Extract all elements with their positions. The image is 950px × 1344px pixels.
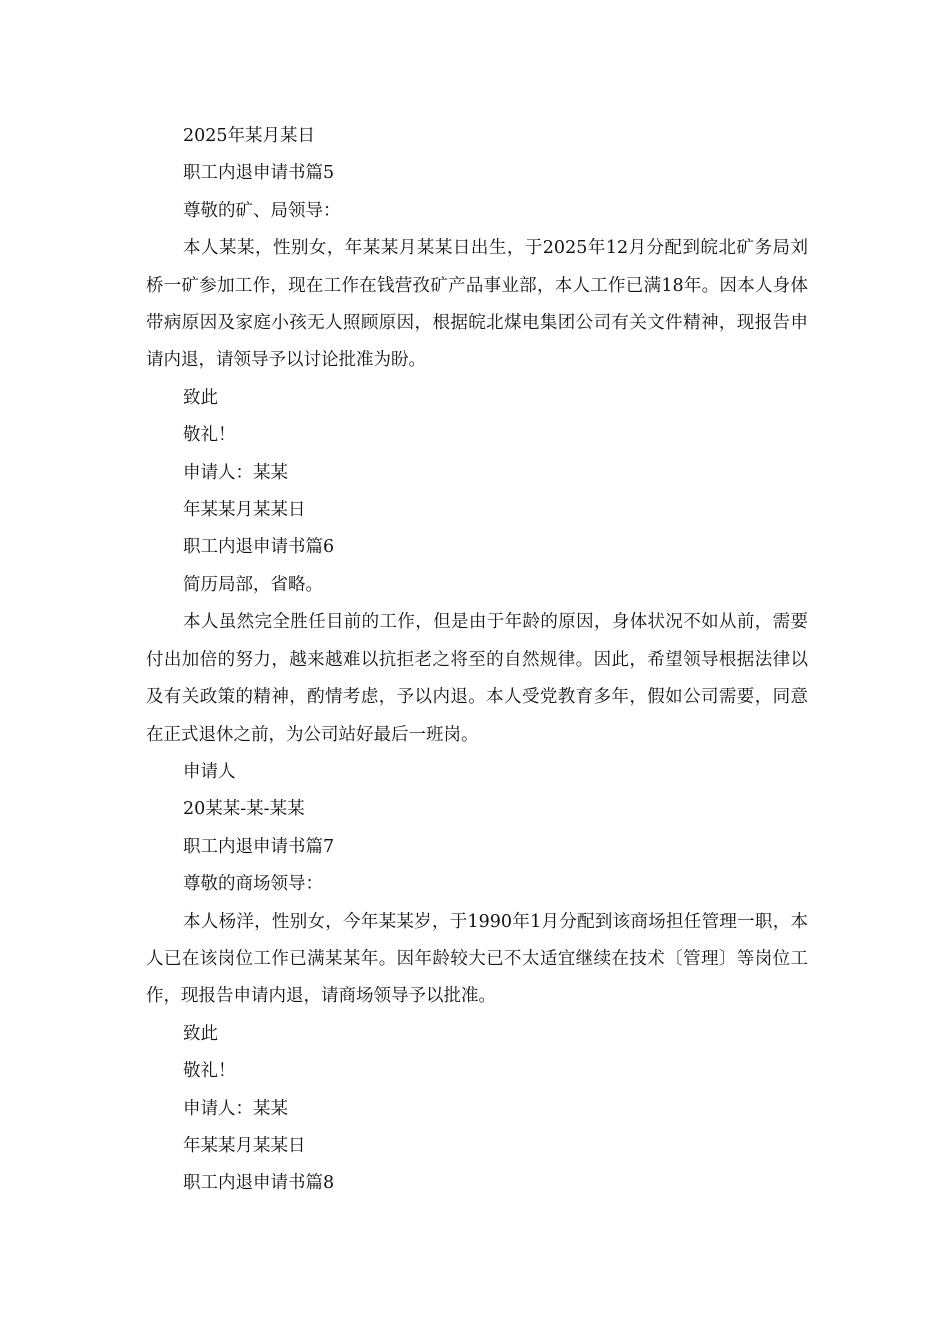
date-line: 年某某月某某日 — [183, 500, 306, 521]
body-paragraph: 本人某某，性别女，年某某月某某日出生，于2025年12月分配到皖北矿务局刘桥一矿参加工作，现在工作在钱营孜矿产品事业部，本人工作已满18年。因本人身体带病原因及家庭小孩无人照顾原因，根据皖北煤电集团公司有关文件精神，现报告申请内退，请领导予以讨论批准为盼。 — [146, 238, 808, 371]
applicant-line: 申请人：某某 — [183, 1098, 288, 1119]
section-heading-6: 职工内退申请书篇6 — [183, 537, 335, 558]
section-heading-7: 职工内退申请书篇7 — [183, 836, 335, 857]
closing-salute: 敬礼！ — [183, 425, 236, 446]
salutation: 尊敬的矿、局领导： — [183, 200, 341, 221]
date-line: 2025年某月某日 — [183, 126, 316, 146]
closing-line: 致此 — [183, 1023, 218, 1044]
applicant-line: 申请人：某某 — [183, 462, 288, 483]
section-heading-5: 职工内退申请书篇5 — [183, 163, 335, 184]
closing-line: 致此 — [183, 387, 218, 408]
document-body — [146, 118, 808, 1203]
salutation: 尊敬的商场领导： — [183, 874, 323, 895]
date-line: 20某某-某-某某 — [183, 799, 305, 820]
resume-note: 简历局部，省略。 — [183, 574, 323, 595]
body-paragraph: 本人杨洋，性别女，今年某某岁，于1990年1月分配到该商场担任管理一职，本人已在该岗位工作已满某某年。因年龄较大已不太适宜继续在技术〔管理〕等岗位工作，现报告申请内退，请商场领导予以批准。 — [146, 911, 808, 1007]
date-line: 年某某月某某日 — [183, 1135, 306, 1156]
applicant-line: 申请人 — [183, 761, 236, 782]
body-paragraph: 本人虽然完全胜任目前的工作，但是由于年龄的原因，身体状况不如从前，需要付出加倍的努力，越来越难以抗拒老之将至的自然规律。因此，希望领导根据法律以及有关政策的精神，酌情考虑，予以内退。本人受党教育多年，假如公司需要，同意在正式退休之前，为公司站好最后一班岗。 — [146, 612, 808, 745]
section-heading-8: 职工内退申请书篇8 — [183, 1173, 335, 1194]
closing-salute: 敬礼！ — [183, 1061, 236, 1082]
